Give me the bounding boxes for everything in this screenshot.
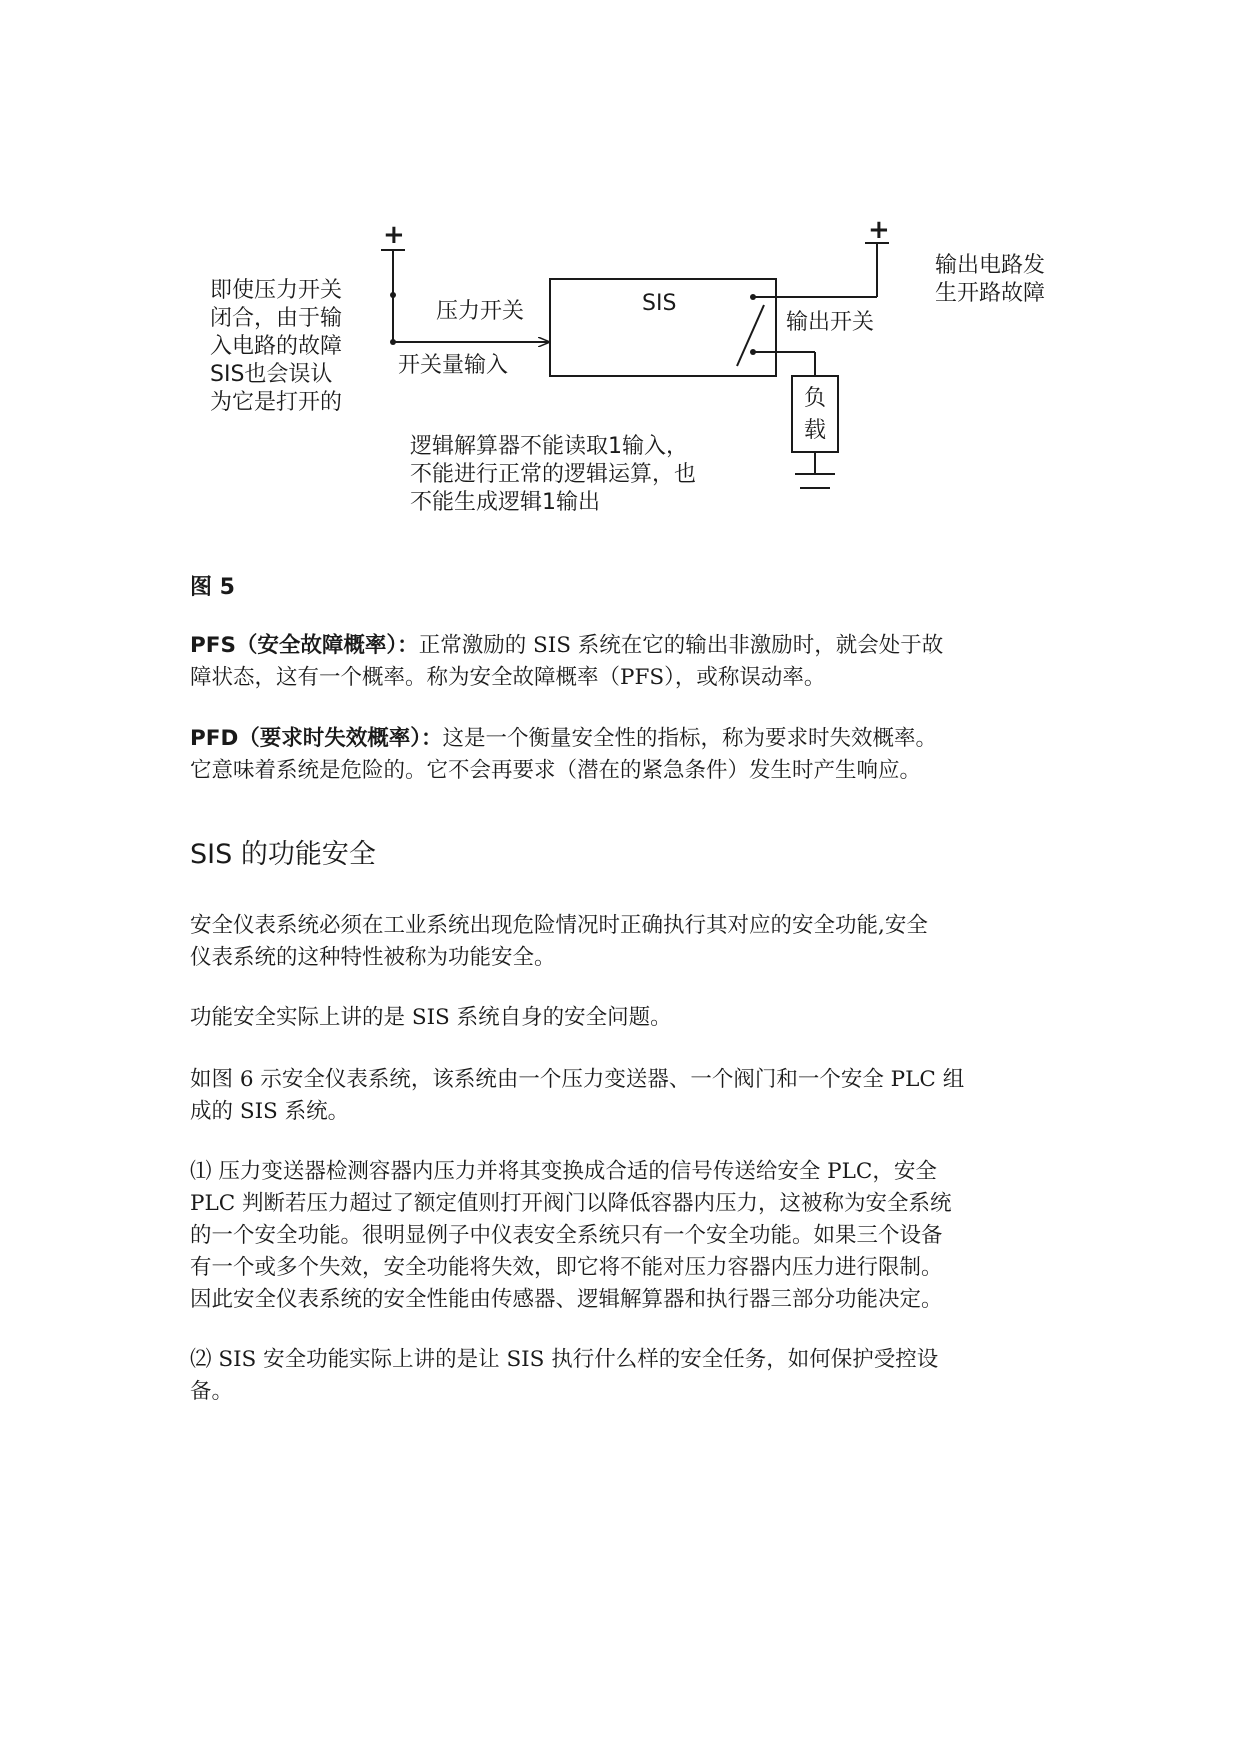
paragraph-functional-safety <box>190 910 1070 974</box>
switch-input-label: 开关量输入 <box>398 353 509 378</box>
pfs-definition <box>190 630 1070 694</box>
left-note-line: 闭合，由于输 <box>210 306 343 331</box>
sis-failure-diagram <box>0 0 1241 560</box>
pressure-switch-label: 压力开关 <box>436 299 525 324</box>
section-heading: SIS 的功能安全 <box>190 839 376 870</box>
plus-right-symbol: + <box>868 215 890 245</box>
plus-left-symbol: + <box>383 220 405 250</box>
pfs-text: 正常激励的 SIS 系统在它的输出非激励时，就会处于故 <box>418 633 944 658</box>
paragraph-line: 的一个安全功能。很明显例子中仪表安全系统只有一个安全功能。如果三个设备 <box>190 1223 943 1248</box>
paragraph-line: 因此安全仪表系统的安全性能由传感器、逻辑解算器和执行器三部分功能决定。 <box>190 1287 943 1312</box>
left-note-line: 即使压力开关 <box>210 278 343 303</box>
paragraph-line: 仪表系统的这种特性被称为功能安全。 <box>190 945 556 970</box>
figure-caption: 图 5 <box>190 575 235 600</box>
pfs-text: 障状态，这有一个概率。称为安全故障概率（PFS），或称误动率。 <box>190 665 826 690</box>
output-switch-label: 输出开关 <box>786 310 875 335</box>
pfd-term: PFD（要求时失效概率）： <box>190 726 443 751</box>
sis-box-label: SIS <box>642 291 677 316</box>
bottom-note-line: 逻辑解算器不能读取1输入， <box>410 434 688 459</box>
paragraph-item-2 <box>190 1344 1070 1408</box>
paragraph-line: 如图 6 示安全仪表系统，该系统由一个压力变送器、一个阀门和一个安全 PLC 组 <box>190 1067 965 1092</box>
pfd-definition <box>190 723 1070 787</box>
paragraph-figure-6 <box>190 1064 1070 1128</box>
left-note-line: SIS也会误认 <box>210 362 333 387</box>
load-label: 负 <box>804 386 827 411</box>
paragraph-line: PLC 判断若压力超过了额定值则打开阀门以降低容器内压力，这被称为安全系统 <box>190 1191 952 1216</box>
paragraph-item-1 <box>190 1156 1070 1316</box>
left-note-line: 入电路的故障 <box>210 334 343 359</box>
bottom-note-line: 不能进行正常的逻辑运算，也 <box>410 462 697 487</box>
left-note-line: 为它是打开的 <box>210 390 343 415</box>
paragraph-line: ⑴ 压力变送器检测容器内压力并将其变换成合适的信号传送给安全 PLC，安全 <box>190 1159 937 1184</box>
switch-contact-top <box>390 292 396 298</box>
load-label: 载 <box>804 418 827 443</box>
right-note-line: 输出电路发 <box>935 253 1046 278</box>
paragraph-line: 安全仪表系统必须在工业系统出现危险情况时正确执行其对应的安全功能,安全 <box>190 913 928 938</box>
paragraph-line: 成的 SIS 系统。 <box>190 1099 350 1124</box>
right-note-line: 生开路故障 <box>935 281 1046 306</box>
output-switch-blade <box>737 305 764 366</box>
paragraph-line: 功能安全实际上讲的是 SIS 系统自身的安全问题。 <box>190 1005 672 1030</box>
paragraph-line: 备。 <box>190 1379 234 1404</box>
pfd-text: 它意味着系统是危险的。它不会再要求（潜在的紧急条件）发生时产生响应。 <box>190 758 922 783</box>
paragraph-sis-safety <box>190 1002 1070 1034</box>
pfs-term: PFS（安全故障概率）： <box>190 633 419 658</box>
bottom-note-line: 不能生成逻辑1输出 <box>410 490 600 515</box>
paragraph-line: ⑵ SIS 安全功能实际上讲的是让 SIS 执行什么样的安全任务，如何保护受控设 <box>190 1347 939 1372</box>
paragraph-line: 有一个或多个失效，安全功能将失效，即它将不能对压力容器内压力进行限制。 <box>190 1255 943 1280</box>
pfd-text: 这是一个衡量安全性的指标，称为要求时失效概率。 <box>442 726 938 751</box>
